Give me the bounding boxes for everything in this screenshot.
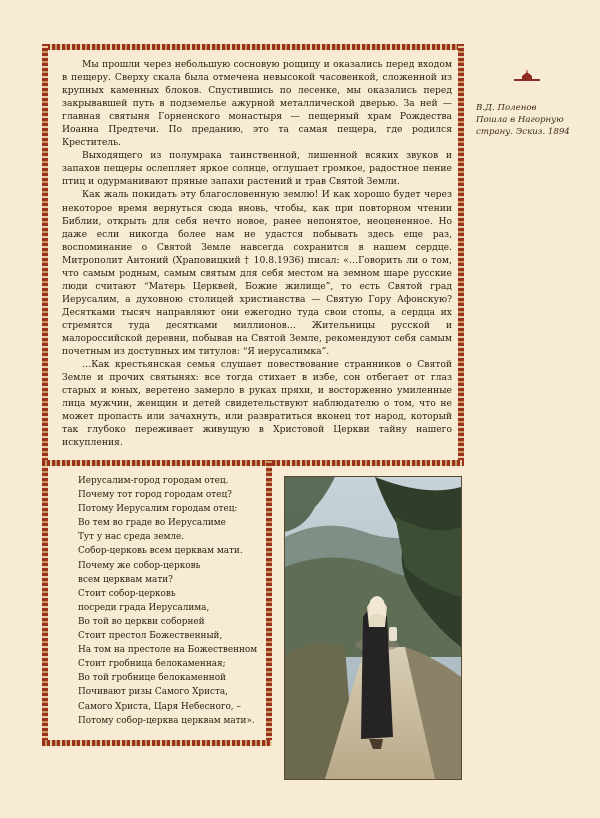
right-ornamental-border: [458, 44, 464, 466]
middle-ornamental-border: [42, 460, 464, 466]
poem-line: Потому Иерусалим городам отец:: [78, 504, 238, 515]
bottom-ornamental-border: [42, 740, 272, 746]
poem-line: Стоит гробница белокаменная;: [78, 659, 226, 670]
poem-line: Во той во церкви соборней: [78, 616, 205, 627]
poem: [78, 474, 268, 728]
top-ornamental-border: [42, 44, 464, 50]
poem-line: Потому собор-церква церквам мати».: [78, 715, 255, 726]
poem-line: Почему тот город городам отец?: [78, 490, 232, 501]
poem-line: Иерусалим-город городам отец.: [78, 476, 229, 486]
poem-line: Самого Христа, Царя Небесного, –: [78, 701, 241, 712]
poem-line: посреди града Иерусалима,: [78, 602, 210, 613]
poem-line: Стоит собор-церковь: [78, 588, 176, 599]
caption-line: страну. Эскиз. 1894: [476, 127, 570, 137]
main-text: [62, 58, 452, 449]
paragraph: …Как крестьянская семья слушает повествование странников о Святой Земле и прочих святынях: все тогда стихает в избе, сон отбегает от глаз старых и юных, веретено замерло в руках пряхи, и восторженно умиленные лица мужчин, женщин и детей свидетельствуют наблюдателю о том, что не может пропасть или зачахнуть, или развратиться вконец тот народ, который так глубоко переживает живущую в Христовой Церкви тайну нашего искупления.: [62, 359, 452, 449]
painting-caption: [476, 102, 586, 138]
poem-line: На том на престоле на Божественном: [78, 645, 258, 656]
poem-line: Почивают ризы Самого Христа,: [78, 687, 228, 698]
painting-illustration: [285, 477, 461, 779]
poem-line: всем церквам мати?: [78, 574, 173, 585]
poem-line: Почему же собор-церковь: [78, 560, 201, 571]
poem-line: Во тем во граде во Иерусалиме: [78, 518, 226, 529]
poem-line: Стоит престол Божественный,: [78, 631, 223, 642]
caption-line: В.Д. Поленов: [476, 103, 537, 113]
caption-line: Пошла в Нагорную: [476, 115, 564, 125]
poem-line: Тут у нас среда земле.: [78, 532, 185, 543]
paragraph: Мы прошли через небольшую сосновую рощицу и оказались перед входом в пещеру. Сверху скала была отмечена невысокой часовенкой, сложенной из крупных каменных блоков. Спустившись по лесенке, мы оказались перед закрывавшей путь в подземелье ажурной металлической дверью. За ней — главная святыня Горненского монастыря — пещерный храм Рождества Иоанна Предтечи. По преданию, это та самая пещера, где родился Креститель.: [62, 59, 452, 149]
church-ornament-icon: [512, 70, 542, 82]
left-ornamental-border: [42, 44, 48, 746]
poem-line: Во той гробнице белокаменной: [78, 673, 226, 684]
painting-image: [284, 476, 462, 780]
poem-line: Собор-церковь всем церквам мати.: [78, 546, 243, 557]
paragraph: Выходящего из полумрака таинственной, лишенной всяких звуков и запахов пещеры ослепляет яркое солнце, оглушает громкое, радостное пение птиц и одурманивают пряные запахи растений и трав Святой Земли.: [62, 150, 452, 188]
paragraph: Как жаль покидать эту благословенную землю! И как хорошо будет через некоторое время вернуться сюда вновь, чтобы, как при повторном чтении Библии, открыть для себя нечто новое, ранее непонятое, неоцененное. Но даже если никогда более нам не удастся побывать здесь еще раз, воспоминание о Святой Земле навсегда сохранится в нашем сердце. Митрополит Антоний (Храповицкий † 10.8.1936) писал: «…Говорить ли о том, что самым родным, самым святым для себя местом на земном шаре русские люди считают “Матерь Церквей, Божие жилище”, то есть Святой град Иерусалим, а духовною столицей христианства — Святую Гору Афонскую? Десятками тысяч направляют они ежегодно туда свои стопы, а сердца их стремятся туда десятками миллионов… Жительницы русской и малороссийской деревни, побывав на Святой Земле, рекомендуют себя самым почетным из доступных им титулов: “Я иерусалимка”.: [62, 189, 452, 358]
